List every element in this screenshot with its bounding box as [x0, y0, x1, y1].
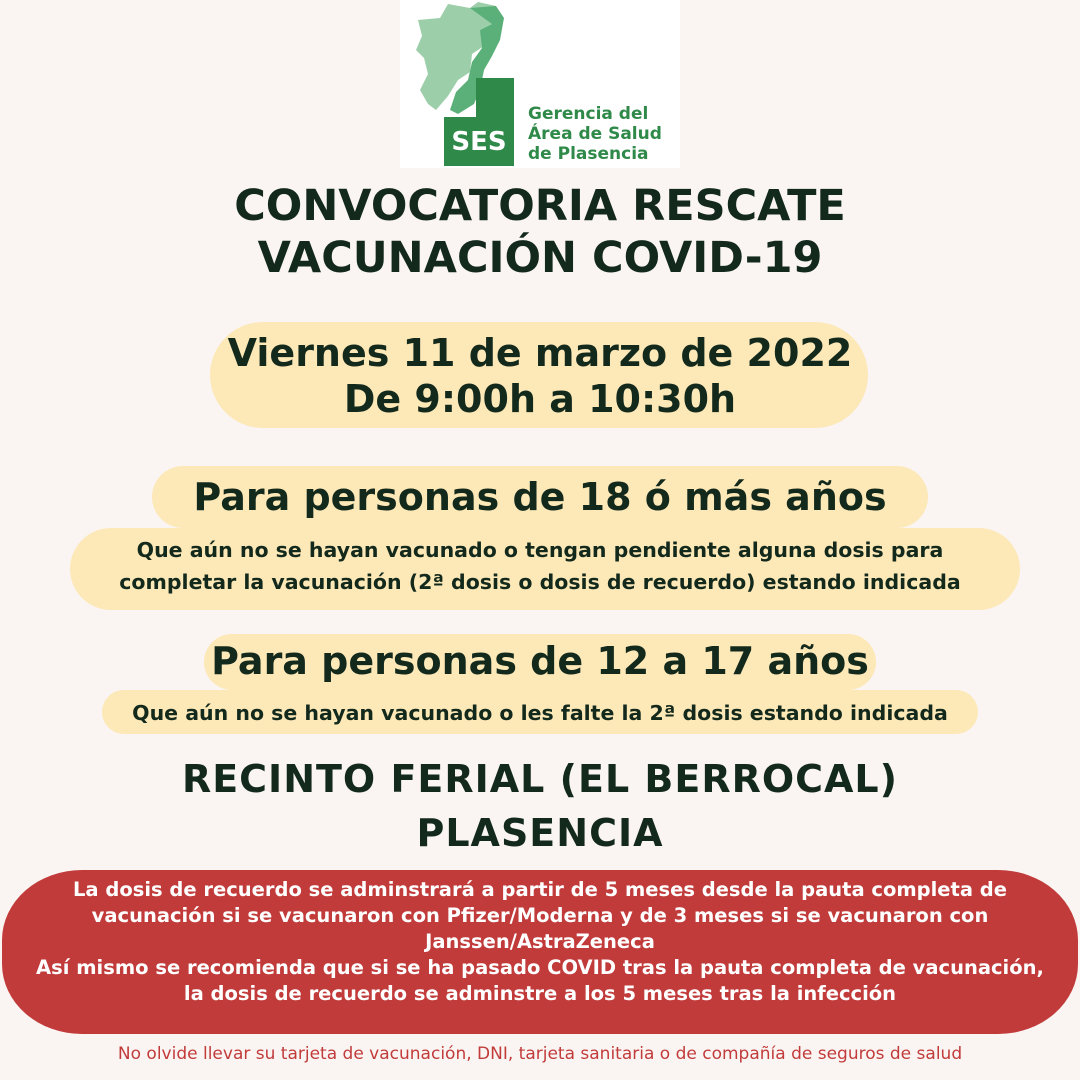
notice-line-5: la dosis de recuerdo se adminstre a los 5 meses tras la infección [183, 982, 897, 1005]
org-name [528, 104, 662, 164]
org-name-line-2: Área de Salud [528, 124, 662, 144]
adults-heading: Para personas de 18 ó más años [193, 475, 887, 519]
location-city: PLASENCIA [416, 811, 664, 855]
event-day: Viernes 11 de marzo de 2022 [227, 331, 853, 375]
notice-line-3: Janssen/AstraZeneca [425, 930, 655, 953]
event-time: De 9:00h a 10:30h [343, 377, 737, 421]
location [0, 752, 1080, 860]
teens-heading: Para personas de 12 a 17 años [211, 639, 869, 683]
adults-detail-line-1: Que aún no se hayan vacunado o tengan pendiente alguna dosis para [136, 538, 944, 562]
teens-detail: Que aún no se hayan vacunado o les falte la 2ª dosis estando indicada [132, 701, 948, 725]
ses-badge: SES [444, 117, 514, 166]
notice-line-2: vacunación si se vacunaron con Pfizer/Moderna y de 3 meses si se vacunaron con [91, 904, 989, 927]
adults-detail-line-2: completar la vacunación (2ª dosis o dosis de recuerdo) estando indicada [119, 570, 961, 594]
org-name-line-1: Gerencia del [528, 104, 649, 124]
location-venue: RECINTO FERIAL (EL BERROCAL) [181, 757, 899, 801]
title-line-2: VACUNACIÓN COVID-19 [257, 233, 823, 283]
footer-reminder: No olvide llevar su tarjeta de vacunación, DNI, tarjeta sanitaria o de compañía de seguros de salud [117, 1044, 963, 1064]
page-title [0, 180, 1080, 284]
org-name-line-3: de Plasencia [528, 144, 649, 164]
notice-line-1: La dosis de recuerdo se adminstrará a partir de 5 meses desde la pauta completa de [72, 878, 1007, 901]
notice-line-4: Así mismo se recomienda que si se ha pasado COVID tras la pauta completa de vacunación, [36, 956, 1044, 979]
booster-notice [0, 877, 1080, 1007]
title-line-1: CONVOCATORIA RESCATE [234, 181, 846, 231]
event-date [0, 330, 1080, 422]
ses-logo [400, 0, 680, 168]
adults-detail [0, 534, 1080, 598]
